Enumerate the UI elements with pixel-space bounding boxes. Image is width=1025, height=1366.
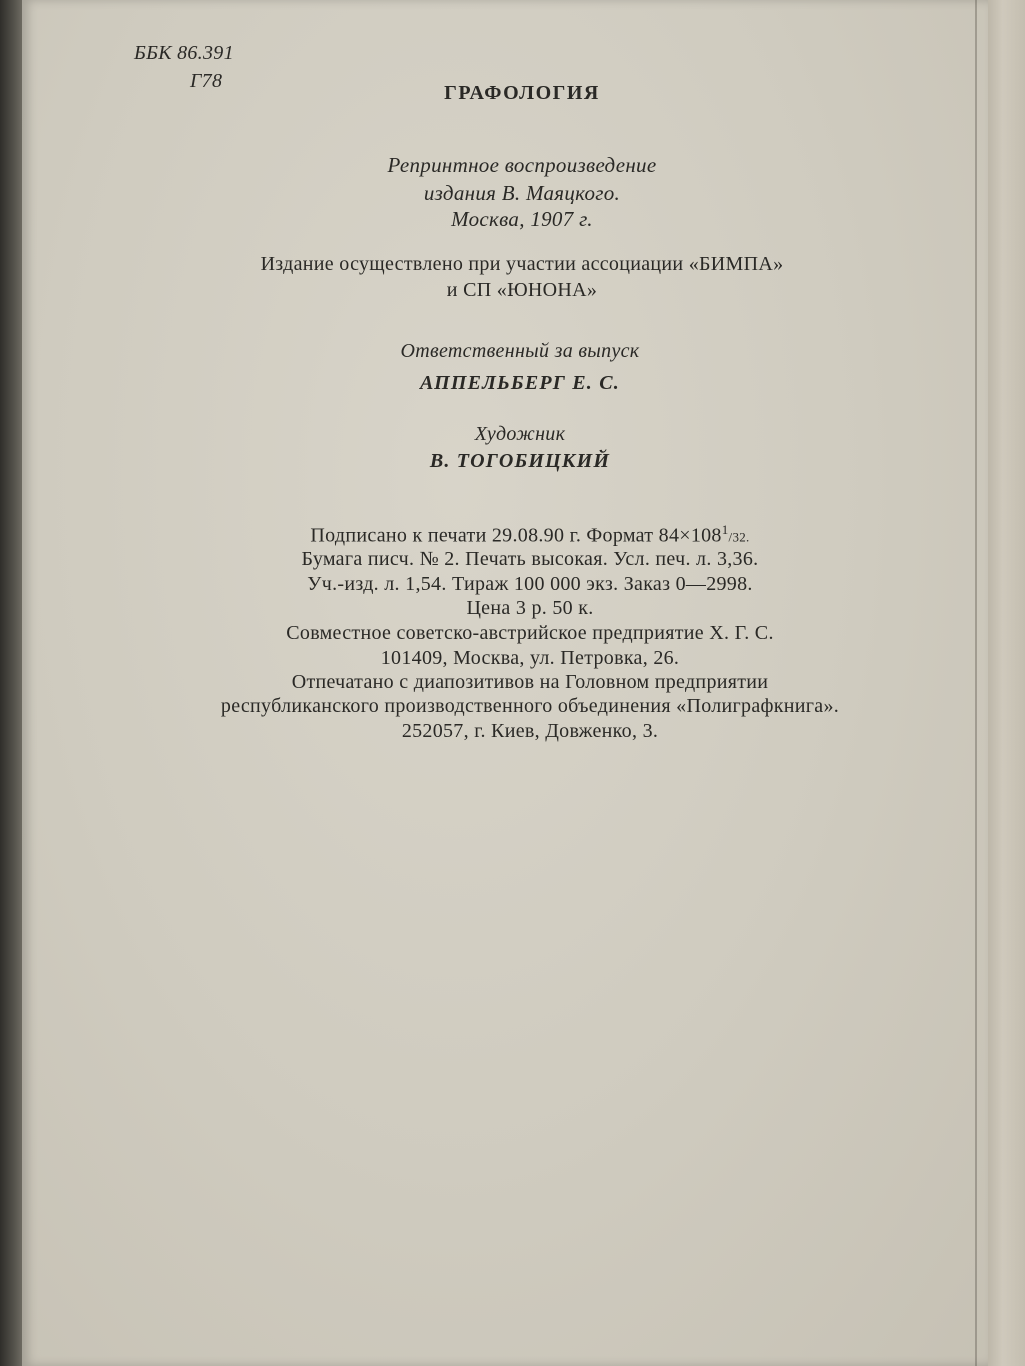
artist-name: В. ТОГОБИЦКИЙ [429,450,611,472]
partners-line-1: Издание осуществлено при участии ассоциации «БИМПА» [260,253,784,275]
bbk-code: ББК 86.391 [134,42,234,64]
imprint-paper: Бумага писч. № 2. Печать высокая. Усл. печ. л. 3,36. [301,548,759,570]
imprint-run: Уч.-изд. л. 1,54. Тираж 100 000 экз. Заказ 0—2998. [307,573,753,595]
imprint-price: Цена 3 р. 50 к. [466,597,594,619]
reprint-line-1: Репринтное воспроизведение [387,153,657,177]
reprint-line-3: Москва, 1907 г. [451,207,593,231]
imprint-publisher: Совместное советско-австрийское предприятие Х. Г. С. [286,622,774,644]
book-title: ГРАФОЛОГИЯ [444,82,600,104]
imprint-printed-line-2: республиканского производственного объединения «Полиграфкнига». [220,695,840,717]
format-subscript: /32. [728,529,750,545]
format-superscript: 1 [721,522,729,537]
imprint-printed-line-1: Отпечатано с диапозитивов на Головном предприятии [291,671,769,693]
artist-role: Художник [474,423,566,445]
bbk-author-mark: Г78 [190,70,223,92]
editor-name: АППЕЛЬБЕРГ Е. С. [420,372,620,394]
imprint-signed [140,522,920,548]
imprint-address: 101409, Москва, ул. Петровка, 26. [380,647,680,669]
next-page-edge [988,0,1025,1366]
partners-line-2: и СП «ЮНОНА» [446,279,598,301]
reprint-line-2: издания В. Маяцкого. [423,181,621,205]
imprint-signed-text: Подписано к печати 29.08.90 г. Формат 84×108 [310,524,722,547]
page-edge-line [975,0,977,1366]
editor-role: Ответственный за выпуск [400,340,640,362]
imprint-printed-line-3: 252057, г. Киев, Довженко, 3. [401,720,659,742]
